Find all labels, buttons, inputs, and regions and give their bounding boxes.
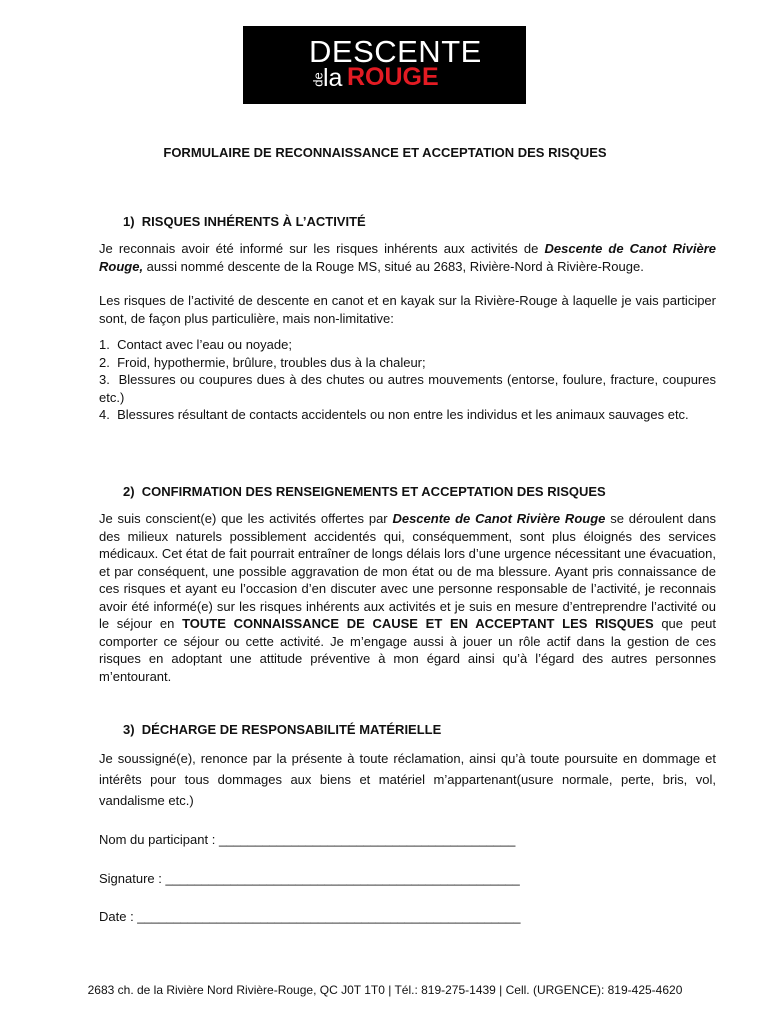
section-2-paragraph <box>99 510 716 685</box>
risk-list-item: 3. Blessures ou coupures dues à des chutes ou autres mouvements (entorse, foulure, fracture, coupures etc.) <box>99 372 716 405</box>
date-field[interactable]: Date : _____________________________________________________ <box>99 909 521 924</box>
risk-list <box>99 336 716 424</box>
logo-rouge: ROUGE <box>347 63 439 91</box>
company-name-emphasis: Descente de Canot Rivière Rouge <box>392 511 606 526</box>
risk-list-item: 2. Froid, hypothermie, brûlure, troubles dus à la chaleur; <box>99 354 426 370</box>
section-1-text-c: aussi nommé descente de la Rouge MS, situé au 2683, Rivière-Nord à Rivière-Rouge. <box>143 258 644 274</box>
document-title: FORMULAIRE DE RECONNAISSANCE ET ACCEPTATION DES RISQUES <box>163 145 607 160</box>
participant-name-field[interactable]: Nom du participant : _________________________________________ <box>99 832 516 847</box>
section-2-text-1: Je suis conscient(e) que les activités offertes par <box>99 511 393 526</box>
section-2-heading: 2) CONFIRMATION DES RENSEIGNEMENTS ET ACCEPTATION DES RISQUES <box>123 484 606 499</box>
section-2-text-3: se déroulent dans des milieux naturels possiblement accidentés qui, conséquemment, sont plus éloignés des services médicaux. Cet état de fait pourrait entraîner de longs délais lors d’une urgence nécessitant une évacuation, et par conséquent, une possible aggravation de mon état ou de ma blessure. Ayant pris connaissance de ces risques et ayant eu l’occasion d’en discuter avec une personne responsable de l’activité, je reconnais avoir été informé(e) sur les risques inhérents aux activités et je suis en mesure d’entreprendre l’activité ou le séjour en <box>99 511 716 631</box>
risk-list-item: 1. Contact avec l’eau ou noyade; <box>99 337 292 352</box>
acceptance-emphasis: TOUTE CONNAISSANCE DE CAUSE ET EN ACCEPTANT LES RISQUES <box>182 616 654 631</box>
section-2-text-5: que peut comporter ce séjour ou cette activité. Je m’engage aussi à jouer un rôle actif dans la gestion de ces risques en adoptant une attitude préventive à mon égard ainsi qu’à l’égard des autres personnes m’entourant. <box>99 616 716 684</box>
logo-line-descente: DESCENTE <box>309 34 482 69</box>
section-1-paragraph-1 <box>99 240 716 275</box>
signature-field[interactable]: Signature : _________________________________________________ <box>99 871 520 886</box>
risk-list-item: 4. Blessures résultant de contacts accidentels ou non entre les individus et les animaux sauvages etc. <box>99 407 689 422</box>
section-1-paragraph-2: Les risques de l’activité de descente en canot et en kayak sur la Rivière-Rouge à laquelle je vais participer sont, de façon plus particulière, mais non-limitative: <box>99 293 716 326</box>
section-1-heading: 1) RISQUES INHÉRENTS À L’ACTIVITÉ <box>123 214 366 229</box>
section-3-paragraph: Je soussigné(e), renonce par la présente à toute réclamation, ainsi qu’à toute poursuite en dommage et intérêts pour tous dommages aux biens et matériel m’appartenant(usure normale, perte, bris, vol, vandalisme etc.) <box>99 751 716 808</box>
section-risques-inherents <box>99 214 716 424</box>
section-1-text-a: Je reconnais avoir été informé sur les risques inhérents aux activités de <box>99 241 545 256</box>
logo-la: la <box>323 64 343 92</box>
company-name-emphasis: Descente de Canot Rivière Rouge, <box>99 241 716 274</box>
footer-contact: 2683 ch. de la Rivière Nord Rivière-Rouge, QC J0T 1T0 | Tél.: 819-275-1439 | Cell. (URGENCE): 819-425-4620 <box>87 983 683 997</box>
section-confirmation <box>99 484 716 685</box>
brand-logo <box>243 26 526 104</box>
logo-de: de <box>310 72 326 87</box>
section-decharge <box>99 722 716 811</box>
section-3-heading: 3) DÉCHARGE DE RESPONSABILITÉ MATÉRIELLE <box>123 722 442 737</box>
